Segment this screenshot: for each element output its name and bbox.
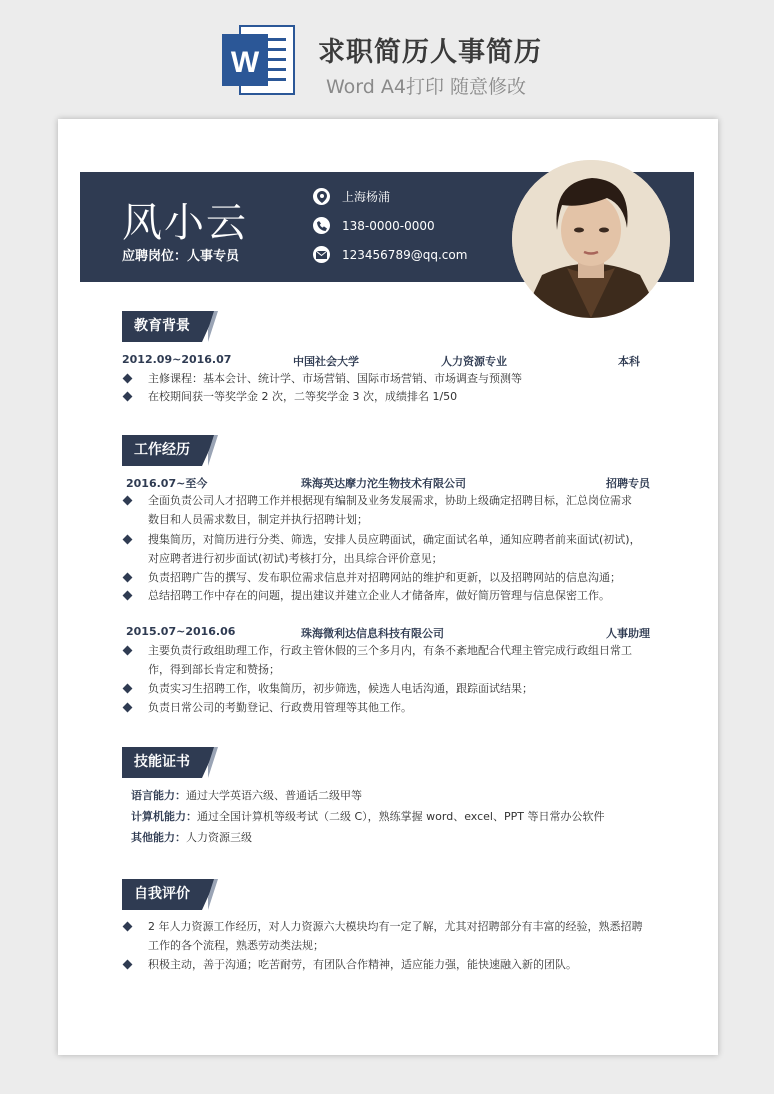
education-school: 中国社会大学 xyxy=(293,355,359,368)
envelope-icon xyxy=(313,246,330,263)
location-text: 上海杨浦 xyxy=(342,190,391,204)
profile-photo xyxy=(512,160,670,318)
section-title: 工作经历 xyxy=(122,435,202,466)
list-item: 主要负责行政组助理工作，行政主管休假的三个多月内，有条不紊地配合代理主管完成行政组日常工 作，得到部长肯定和赞扬； xyxy=(124,641,664,679)
section-self xyxy=(122,879,218,910)
education-date: 2012.09~2016.07 xyxy=(122,353,232,366)
education-degree: 本科 xyxy=(618,355,640,368)
education-major: 人力资源专业 xyxy=(441,355,507,368)
section-title: 技能证书 xyxy=(122,747,202,778)
resume-page xyxy=(58,119,718,1055)
list-item: 在校期间获一等奖学金 2 次，二等奖学金 3 次，成绩排名 1/50 xyxy=(124,387,664,406)
skill-language: 语言能力：通过大学英语六级、普通话二级甲等 xyxy=(131,789,362,802)
job-company: 珠海英达摩力沱生物技术有限公司 xyxy=(301,477,466,490)
list-item: 积极主动，善于沟通；吃苦耐劳，有团队合作精神，适应能力强，能快速融入新的团队。 xyxy=(124,955,664,974)
candidate-name: 风小云 xyxy=(122,200,248,246)
list-item: 搜集简历，对简历进行分类、筛选，安排人员应聘面试，确定面试名单，通知应聘者前来面试(初试)， 对应聘者进行初步面试(初试)考核打分，出具综合评价意见； xyxy=(124,530,664,568)
email-text: 123456789@qq.com xyxy=(342,247,468,262)
list-item: 负责招聘广告的撰写、发布职位需求信息并对招聘网站的维护和更新，以及招聘网站的信息沟通； xyxy=(124,568,664,587)
skill-computer: 计算机能力：通过全国计算机等级考试（二级 C），熟练掌握 word、excel、PPT 等日常办公软件 xyxy=(131,810,605,823)
contact-email xyxy=(313,246,467,263)
section-skills xyxy=(122,747,218,778)
job-role: 人事助理 xyxy=(606,627,650,640)
banner-subtitle: Word A4打印 随意修改 xyxy=(326,76,527,98)
job-role: 招聘专员 xyxy=(606,477,650,490)
job-date: 2016.07~至今 xyxy=(126,477,208,490)
applied-position: 应聘岗位：人事专员 xyxy=(122,249,240,264)
list-item: 负责实习生招聘工作，收集简历，初步筛选，候选人电话沟通，跟踪面试结果； xyxy=(124,679,664,698)
contact-location xyxy=(313,188,390,205)
list-item: 总结招聘工作中存在的问题，提出建议并建立企业人才储备库，做好简历管理与信息保密工作。 xyxy=(124,586,664,605)
list-item: 主修课程：基本会计、统计学、市场营销、国际市场营销、市场调查与预测等 xyxy=(124,369,664,388)
location-pin-icon xyxy=(313,188,330,205)
word-icon-letter: W xyxy=(230,46,260,79)
job-date: 2015.07~2016.06 xyxy=(126,625,236,638)
banner xyxy=(0,0,774,110)
list-item: 2 年人力资源工作经历，对人力资源六大模块均有一定了解，尤其对招聘部分有丰富的经验，熟悉招聘 工作的各个流程，熟悉劳动类法规； xyxy=(124,917,664,955)
section-title: 教育背景 xyxy=(122,311,202,342)
word-icon xyxy=(222,24,296,96)
contact-phone xyxy=(313,217,435,234)
section-work xyxy=(122,435,218,466)
phone-text: 138-0000-0000 xyxy=(342,218,435,233)
list-item: 全面负责公司人才招聘工作并根据现有编制及业务发展需求，协助上级确定招聘目标，汇总岗位需求 数目和人员需求数目，制定并执行招聘计划； xyxy=(124,491,664,529)
banner-title: 求职简历人事简历 xyxy=(318,37,542,68)
skill-other: 其他能力：人力资源三级 xyxy=(131,831,252,844)
section-title: 自我评价 xyxy=(122,879,202,910)
section-education xyxy=(122,311,218,342)
phone-icon xyxy=(313,217,330,234)
job-company: 珠海微利达信息科技有限公司 xyxy=(301,627,444,640)
list-item: 负责日常公司的考勤登记、行政费用管理等其他工作。 xyxy=(124,698,664,717)
